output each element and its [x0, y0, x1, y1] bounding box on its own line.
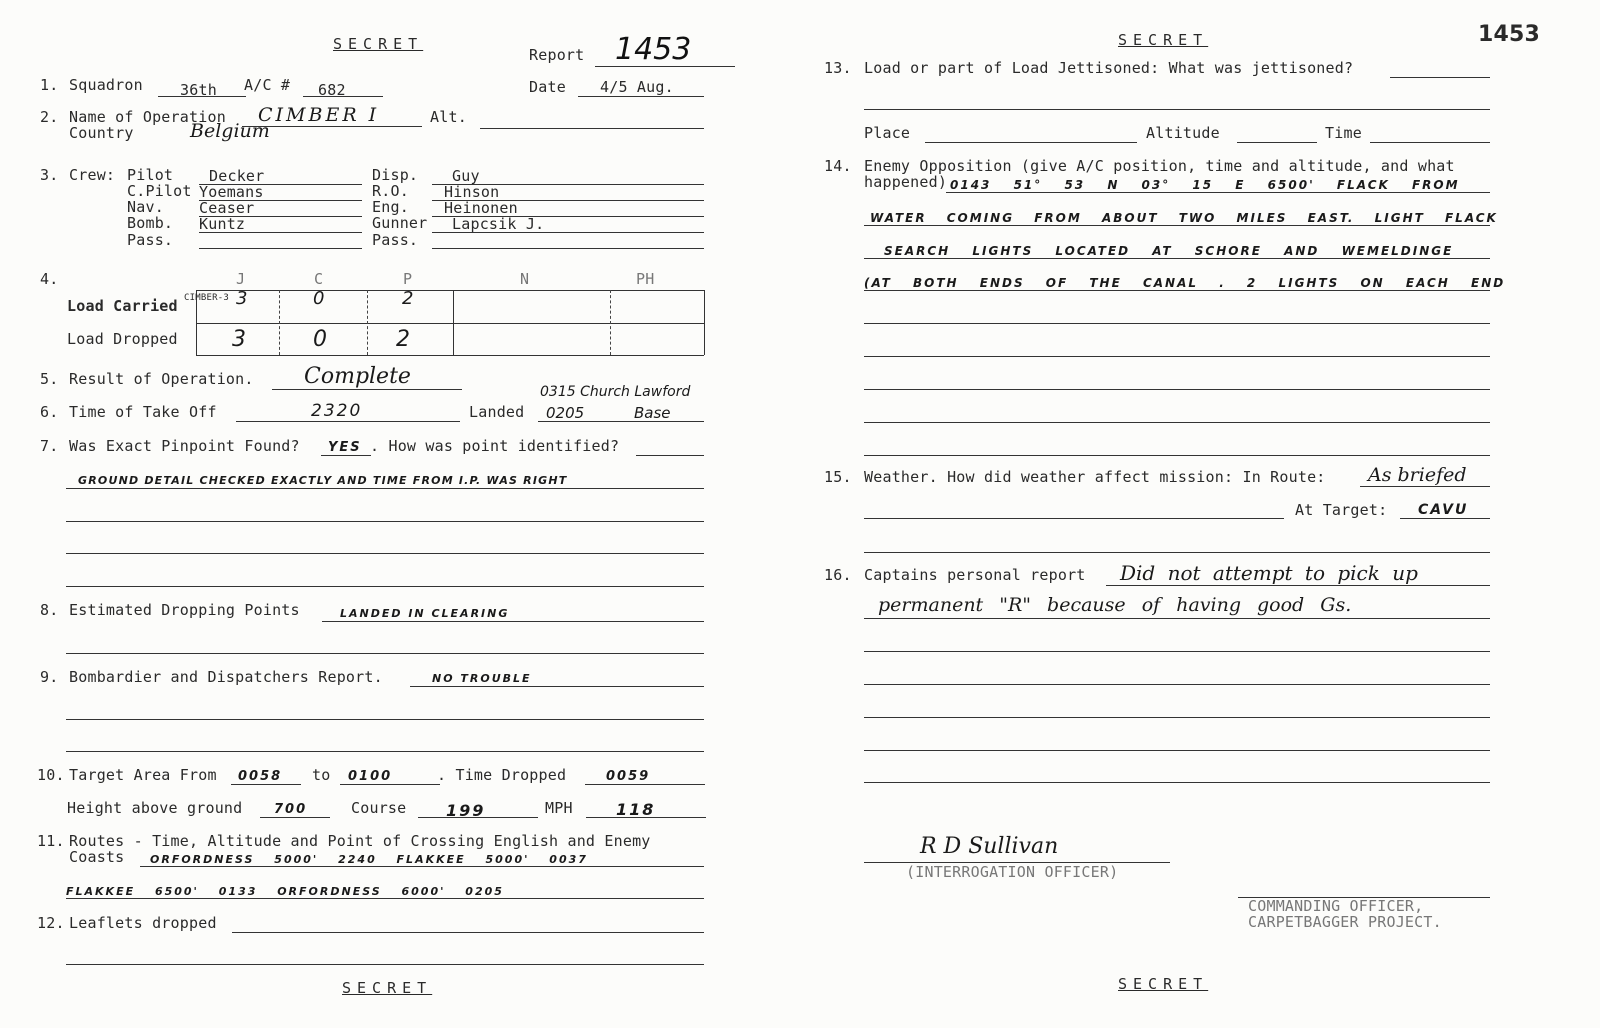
takeoff-label: Time of Take Off [69, 403, 217, 421]
field-num: 9. [40, 668, 59, 686]
time-label: Time [1325, 124, 1362, 142]
dropped-p: 2 [396, 327, 410, 352]
happened-label: happened) [864, 173, 948, 191]
target-to-label: to [312, 766, 331, 784]
carried-j: 3 [236, 288, 248, 309]
opposition-label: Enemy Opposition (give A/C position, time and altitude, and what [864, 157, 1455, 175]
field-num: 5. [40, 370, 59, 388]
copilot-label: C.Pilot [127, 182, 192, 200]
carried-p: 2 [402, 288, 414, 309]
date-label: Date [529, 78, 566, 96]
field-num: 12. [37, 914, 65, 932]
secret-header: SECRET [1118, 31, 1209, 49]
report-label: Report [529, 46, 585, 64]
interrogation-officer-label: (INTERROGATION OFFICER) [906, 863, 1119, 881]
dropping-label: Estimated Dropping Points [69, 601, 300, 619]
opposition-line-1: 0143 51° 53 N 03° 15 E 6500' FLACK FROM [950, 178, 1460, 192]
field-num: 4. [40, 270, 59, 288]
weather-target-value: CAVU [1418, 502, 1469, 518]
carpetbagger-label: CARPETBAGGER PROJECT. [1248, 913, 1442, 931]
ac-value: 682 [318, 81, 346, 99]
identified-detail: GROUND DETAIL CHECKED EXACTLY AND TIME FROM I.P. WAS RIGHT [78, 474, 568, 487]
field-num: 6. [40, 403, 59, 421]
nav-label: Nav. [127, 198, 164, 216]
dropped-c: 0 [313, 327, 327, 352]
mph-value: 118 [616, 800, 656, 819]
gunner-value: Lapcsik J. [452, 215, 545, 233]
captains-report-line-1: Did not attempt to pick up [1120, 561, 1418, 585]
col-p: P [403, 270, 413, 288]
eng-value: Heinonen [444, 199, 518, 217]
ac-label: A/C # [244, 76, 291, 94]
place-label: Place [864, 124, 911, 142]
result-value: Complete [304, 364, 411, 389]
officer-signature: R D Sullivan [920, 834, 1059, 859]
field-num: 11. [37, 832, 65, 850]
date-value: 4/5 Aug. [600, 78, 674, 96]
opposition-line-2: WATER COMING FROM ABOUT TWO MILES EAST. LIGHT FLACK [870, 211, 1498, 225]
ro-label: R.O. [372, 182, 409, 200]
copilot-value: Yoemans [199, 183, 264, 201]
field-num: 10. [37, 766, 65, 784]
jettisoned-label: Load or part of Load Jettisoned: What was jettisoned? [864, 59, 1354, 77]
pass2-label: Pass. [372, 231, 419, 249]
pinpoint-value: YES [328, 440, 362, 455]
dropping-value: LANDED IN CLEARING [340, 607, 510, 620]
routes-label: Routes - Time, Altitude and Point of Crossing English and Enemy [69, 832, 651, 850]
weather-target-label: At Target: [1295, 501, 1388, 519]
captains-report-line-2: permanent "R" because of having good Gs. [878, 594, 1352, 616]
ro-value: Hinson [444, 183, 500, 201]
secret-footer: SECRET [342, 979, 433, 997]
operation-value: CIMBER I [258, 104, 380, 126]
field-num: 14. [824, 157, 852, 175]
nav-value: Ceaser [199, 199, 255, 217]
eng-label: Eng. [372, 198, 409, 216]
mph-label: MPH [545, 799, 573, 817]
time-dropped-value: 0059 [606, 769, 651, 784]
coasts-label: Coasts [69, 848, 125, 866]
gunner-label: Gunner [372, 214, 428, 232]
opposition-line-3: SEARCH LIGHTS LOCATED AT SCHORE AND WEMELDINGE [884, 244, 1454, 258]
route-line-1: ORFORDNESS 5000' 2240 FLAKKEE 5000' 0037 [150, 853, 588, 866]
target-to-value: 0100 [348, 769, 393, 784]
height-value: 700 [274, 802, 308, 817]
commanding-officer-label: COMMANDING OFFICER, [1248, 897, 1424, 915]
weather-route-value: As briefed [1368, 464, 1467, 486]
field-num: 15. [824, 468, 852, 486]
target-from-value: 0058 [238, 769, 283, 784]
landed-label: Landed [469, 403, 525, 421]
weather-label: Weather. How did weather affect mission: In Route: [864, 468, 1326, 486]
operation-label: Name of Operation [69, 108, 226, 126]
bomb-label: Bomb. [127, 214, 174, 232]
squadron-label: Squadron [69, 76, 143, 94]
pilot-value: Decker [209, 167, 265, 185]
field-num: 16. [824, 566, 852, 584]
field-num: 1. [40, 76, 59, 94]
bombardier-value: NO TROUBLE [432, 672, 532, 685]
disp-value: Guy [452, 167, 480, 185]
load-carried-label: Load Carried [67, 297, 178, 315]
alt-label: Alt. [430, 108, 467, 126]
load-dropped-label: Load Dropped [67, 330, 178, 348]
route-line-2: FLAKKEE 6500' 0133 ORFORDNESS 6000' 0205 [66, 885, 504, 898]
field-num: 13. [824, 59, 852, 77]
leaflets-label: Leaflets dropped [69, 914, 217, 932]
result-label: Result of Operation. [69, 370, 254, 388]
target-from-label: Target Area From [69, 766, 217, 784]
squadron-value: 36th [180, 81, 217, 99]
secret-footer: SECRET [1118, 975, 1209, 993]
captains-report-label: Captains personal report [864, 566, 1086, 584]
field-num: 2. [40, 108, 59, 126]
opposition-line-4: (AT BOTH ENDS OF THE CANAL . 2 LIGHTS ON EACH END [864, 276, 1506, 290]
height-label: Height above ground [67, 799, 243, 817]
time-dropped-label: . Time Dropped [437, 766, 567, 784]
pilot-label: Pilot [127, 166, 174, 184]
field-num: 8. [40, 601, 59, 619]
course-value: 199 [446, 801, 486, 820]
secret-header: SECRET [333, 35, 424, 53]
bomb-value: Kuntz [199, 215, 246, 233]
col-n: N [520, 270, 530, 288]
altitude-label: Altitude [1146, 124, 1220, 142]
identified-label: . How was point identified? [370, 437, 620, 455]
pinpoint-label: Was Exact Pinpoint Found? [69, 437, 300, 455]
carried-note: CIMBER-3 [184, 293, 229, 303]
field-num: 7. [40, 437, 59, 455]
base-value: Base [634, 404, 671, 422]
disp-label: Disp. [372, 166, 419, 184]
pass-label: Pass. [127, 231, 174, 249]
country-label: Country [69, 124, 134, 142]
course-label: Course [351, 799, 407, 817]
field-num: 3. [40, 166, 59, 184]
landed-note: 0315 Church Lawford [540, 384, 691, 400]
dropped-j: 3 [232, 327, 246, 352]
report-number: 1453 [615, 32, 692, 67]
col-c: C [314, 270, 324, 288]
crew-label: Crew: [69, 166, 116, 184]
takeoff-value: 2320 [311, 401, 363, 421]
landed-value: 0205 [546, 404, 585, 422]
carried-c: 0 [313, 288, 325, 309]
col-j: J [236, 270, 246, 288]
country-value: Belgium [190, 120, 270, 142]
report-stamp: 1453 [1478, 22, 1541, 47]
bombardier-label: Bombardier and Dispatchers Report. [69, 668, 383, 686]
col-ph: PH [636, 270, 655, 288]
